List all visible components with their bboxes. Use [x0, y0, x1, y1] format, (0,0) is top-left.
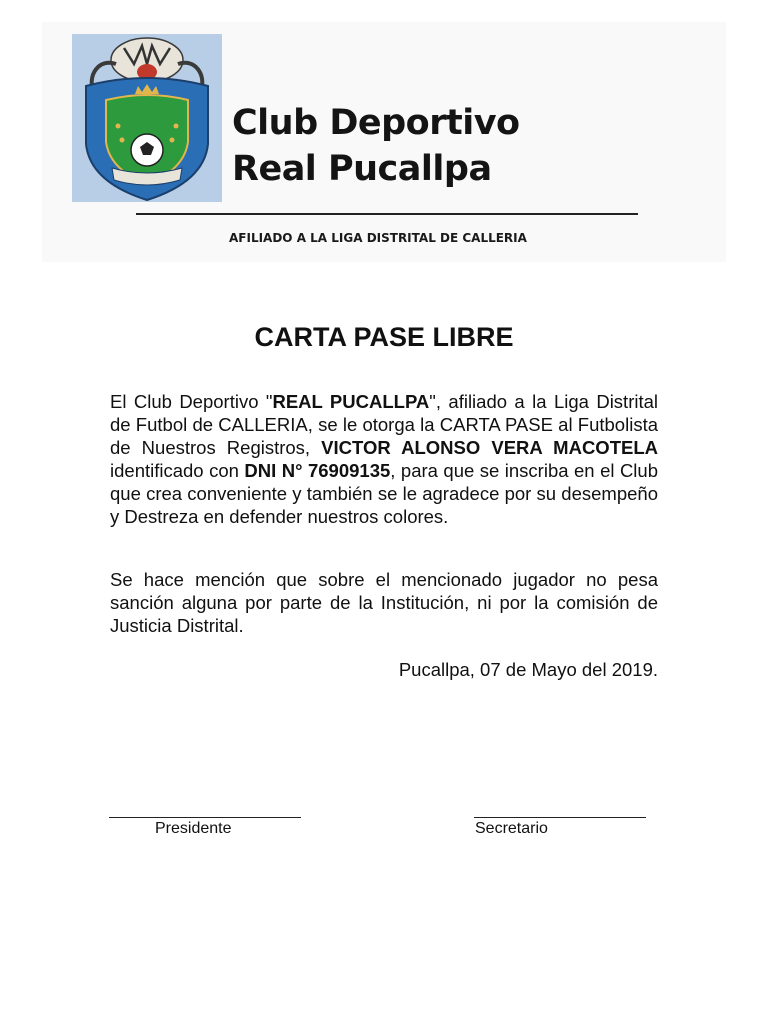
club-name-bold: REAL PUCALLPA [272, 391, 430, 412]
body-paragraph-2: Se hace mención que sobre el mencionado jugador no pesa sanción alguna por parte de la Institución, ni por la comisión de Justicia Distrital. [110, 569, 658, 636]
club-name-line1: Club Deportivo [232, 103, 520, 143]
dni-number: DNI N° 76909135 [244, 460, 391, 481]
p1-text-3: identificado con [110, 460, 245, 481]
affiliation-text: AFILIADO A LA LIGA DISTRITAL DE CALLERIA [229, 231, 527, 245]
club-name-line2: Real Pucallpa [232, 149, 492, 189]
header-divider [136, 213, 638, 215]
body-paragraph-1 [110, 390, 658, 528]
p1-text-2: ", afiliado a la Liga Distrital de Futbol de CALLERIA, se le otorga la CARTA PASE al Futbolista de Nuestros Registros, [110, 391, 659, 458]
date-line: Pucallpa, 07 de Mayo del 2019. [398, 659, 658, 680]
document-title: CARTA PASE LIBRE [254, 322, 514, 352]
player-name: VICTOR ALONSO VERA MACOTELA [321, 437, 658, 458]
signature-line-president [109, 817, 301, 818]
p1-text-1: El Club Deportivo " [110, 391, 273, 412]
signature-label-president: Presidente [155, 820, 232, 837]
signature-line-secretary [474, 817, 646, 818]
p1-text-4: , para que se inscriba en el Club que crea conveniente y también se le agradece por su desempeño y Destreza en defender nuestros colores. [110, 460, 658, 527]
club-name [232, 100, 632, 192]
club-crest-icon [72, 34, 222, 202]
club-logo [72, 34, 222, 202]
signature-label-secretary: Secretario [475, 820, 548, 837]
